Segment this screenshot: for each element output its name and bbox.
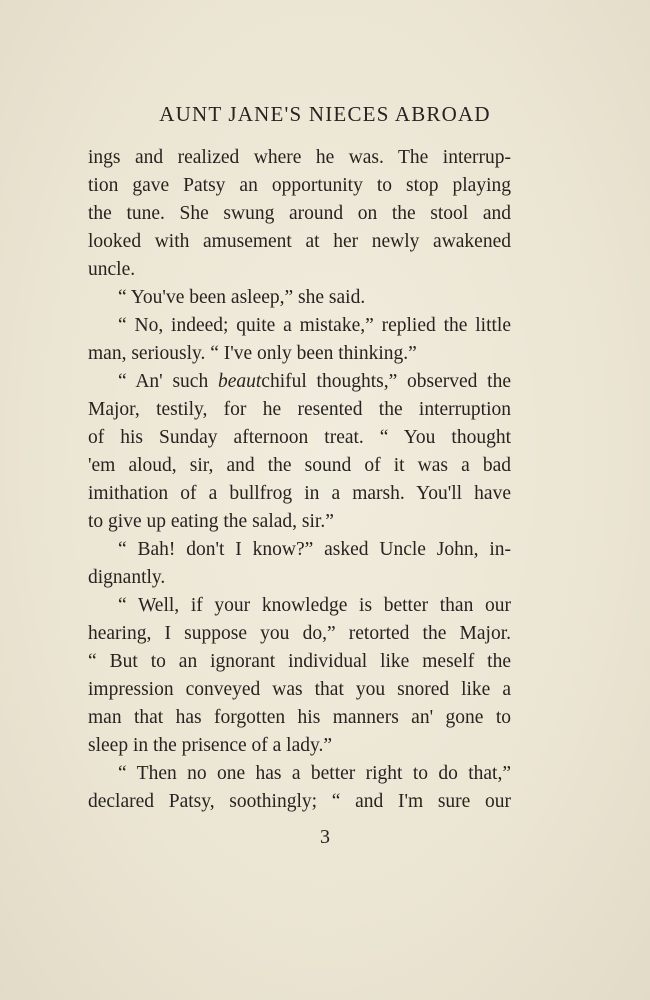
text-run: “ An' such [118,371,218,392]
text-line: sleep in the prisence of a lady.” [88,735,333,756]
text-line: “ You've been asleep,” she said. [118,287,366,308]
text-line: 'em aloud, sir, and the sound of it was a bad [88,455,511,476]
text-line: uncle. [88,259,136,280]
text-line: man that has forgotten his manners an' gone to [88,707,511,728]
running-title: AUNT JANE'S NIECES ABROAD [159,102,491,126]
text-line: “ Well, if your knowledge is better than our [118,595,511,616]
text-line: looked with amusement at her newly awakened [88,231,511,252]
text-line: “ But to an ignorant individual like meself the [88,651,511,672]
text-line: ings and realized where he was. The interrup- [88,147,511,168]
text-line [118,370,511,394]
text-run: chiful thoughts,” observed the [261,371,511,392]
text-line: impression conveyed was that you snored like a [88,679,511,700]
text-line: of his Sunday afternoon treat. “ You thought [88,427,511,448]
text-line: “ No, indeed; quite a mistake,” replied the little [118,315,511,336]
text-line: Major, testily, for he resented the interruption [88,399,511,420]
text-line: man, seriously. “ I've only been thinking.” [88,343,417,364]
text-line: hearing, I suppose you do,” retorted the Major. [88,623,511,644]
page-number: 3 [320,826,330,848]
text-line: dignantly. [88,567,166,588]
text-line: the tune. She swung around on the stool and [88,203,511,224]
text-line: declared Patsy, soothingly; “ and I'm sure our [88,791,511,812]
italic-text-run: beaut [217,371,262,392]
text-line: “ Then no one has a better right to do that,” [118,763,511,784]
text-line: imithation of a bullfrog in a marsh. You'll have [88,483,511,504]
text-line: to give up eating the salad, sir.” [88,511,334,532]
text-line: “ Bah! don't I know?” asked Uncle John, in- [118,539,511,560]
text-line: tion gave Patsy an opportunity to stop playing [88,175,511,196]
